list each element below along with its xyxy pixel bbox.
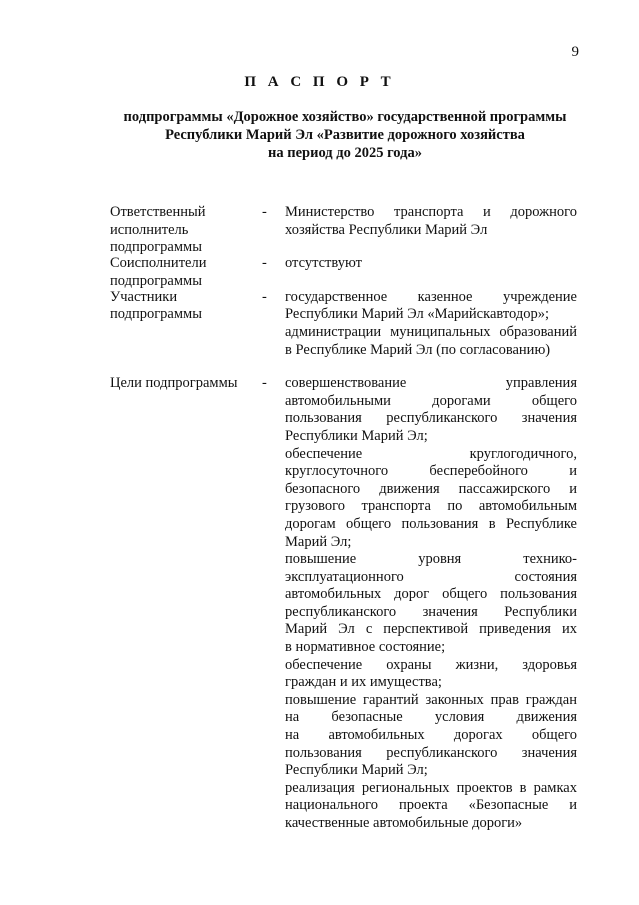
row-value [285,289,577,359]
row-value-line: совершенствование управления [285,375,577,392]
row-value-line: администрации муниципальных образований [285,323,577,340]
row-value-line: государственное казенное учреждение [285,288,577,305]
document-title: П А С П О Р Т [244,74,395,90]
row-label-line: Цели подпрограммы [110,375,238,392]
row-label-line: подпрограммы [110,239,202,256]
row-value-line: автомобильных дорог общего пользования [285,586,577,603]
row-value-line: Республики Марий Эл; [285,427,428,444]
row-dash: - [262,204,267,220]
row-value-line: обеспечение круглогодичного, [285,445,577,462]
row-value-line: Республики Марий Эл «Марийскавтодор»; [285,306,549,323]
row-label-line: Соисполнители [110,255,207,272]
row-value-line: круглосуточного бесперебойного и [285,463,577,480]
row-dash: - [262,375,267,392]
passport-row [0,204,639,256]
row-value-line: реализация региональных проектов в рамках [285,779,577,796]
row-value-line: на автомобильных дорогах общего [285,727,577,744]
row-value-line: Министерство транспорта и дорожного [285,204,577,220]
row-value-line: в Республике Марий Эл (по согласованию) [285,341,551,358]
row-label [110,255,255,290]
document-subtitle [100,108,590,162]
row-label [110,375,255,393]
row-value [285,375,577,832]
row-value-line: повышение уровня технико- [285,551,577,568]
row-label-line: Участники [110,288,178,305]
row-value-line: Марий Эл; [285,533,352,550]
passport-row [0,289,639,359]
row-value-line: грузового транспорта по автомобильным [285,498,577,515]
row-label [110,289,255,324]
row-dash: - [262,288,267,305]
row-label [110,204,255,257]
row-label-line: подпрограммы [110,272,202,289]
row-value-line: национального проекта «Безопасные и [285,797,577,814]
row-value-line: обеспечение охраны жизни, здоровья [285,656,577,673]
row-value-line: граждан и их имущества; [285,674,442,691]
row-value-line: в нормативное состояние; [285,639,446,656]
subtitle-line: на период до 2025 года» [268,145,422,161]
row-value-line: пользования республиканского значения [285,744,577,761]
subtitle-line: Республики Марий Эл «Развитие дорожного хозяйства [165,127,525,143]
row-value-line: автомобильными дорогами общего [285,392,577,409]
row-value-line: республиканского значения Республики [285,603,577,620]
row-label-line: исполнитель [110,221,189,238]
row-value-line: хозяйства Республики Марий Эл [285,221,488,238]
row-value-line: пользования республиканского значения [285,410,577,427]
row-value-line: повышение гарантий законных прав граждан [285,691,577,708]
row-value-line: безопасного движения пассажирского и [285,480,577,497]
page-number: 9 [571,44,579,60]
row-value [285,204,577,239]
row-value-line: эксплуатационного состояния [285,568,577,585]
subtitle-line: подпрограммы «Дорожное хозяйство» государственной программы [123,109,567,125]
row-value-line: Республики Марий Эл; [285,762,428,779]
row-label-line: подпрограммы [110,306,202,323]
passport-row [0,375,639,832]
row-dash: - [262,255,267,272]
row-value-line: отсутствуют [285,255,362,272]
passport-table [0,204,639,849]
row-value [285,255,577,273]
row-value-line: качественные автомобильные дороги» [285,815,523,831]
row-value-line: на безопасные условия движения [285,709,577,726]
passport-row [0,255,639,289]
row-label-line: Ответственный [110,204,206,220]
row-value-line: Марий Эл с перспективой приведения их [285,621,577,638]
row-value-line: дорогам общего пользования в Республике [285,515,577,532]
